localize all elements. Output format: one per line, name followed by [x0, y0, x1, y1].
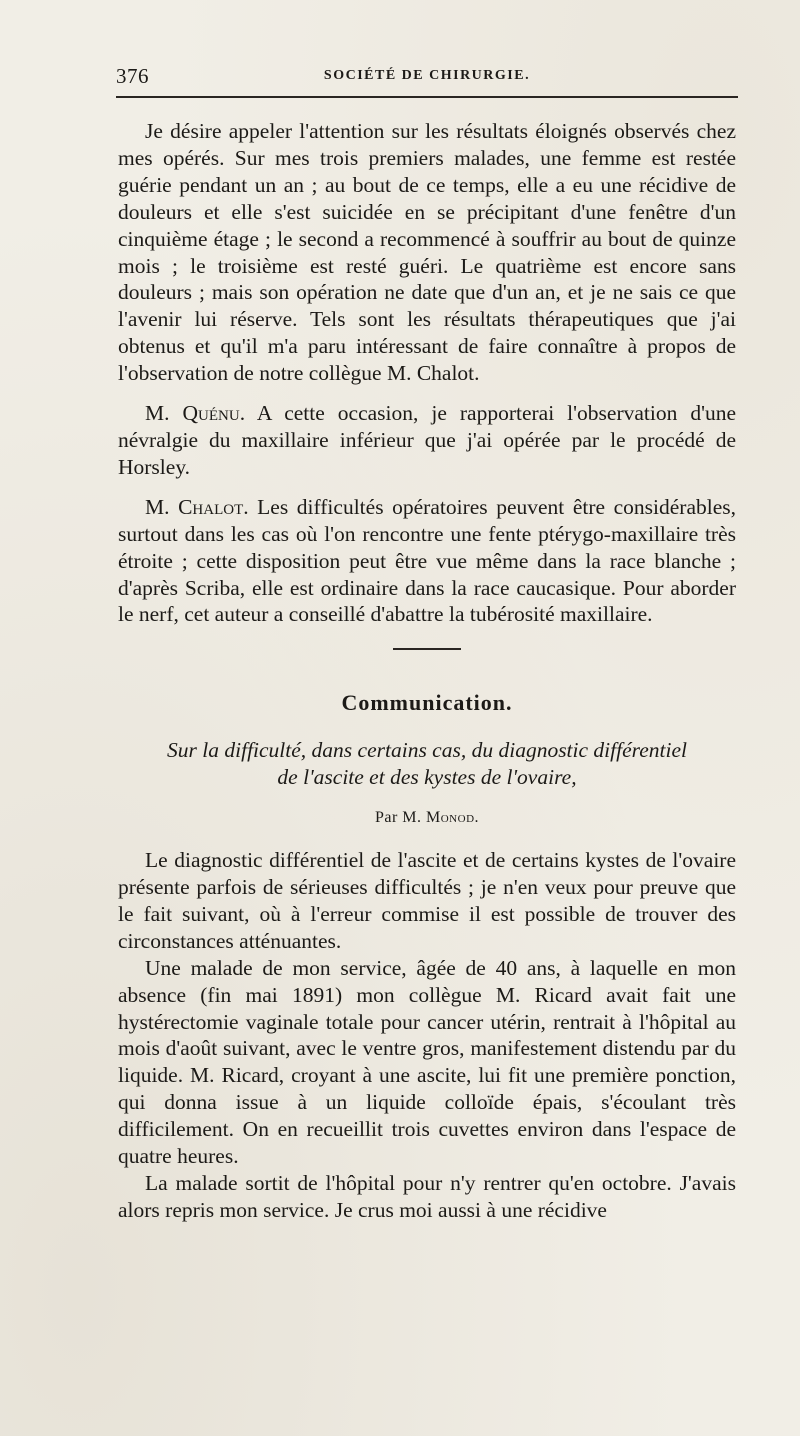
author-name: Monod. — [426, 809, 480, 827]
page-header — [116, 64, 738, 98]
paragraph-case: Une malade de mon service, âgée de 40 ans, à laquelle en mon absence (fin mai 1891) mon collègue M. Ricard avait fait une hystérectomie vaginale totale pour cancer utérin, rentrait à l'hôpital au mois d'août suivant, avec le ventre gros, manifestement distendu par du liquide. M. Ricard, croyant à une ascite, lui fit une première ponction, qui donna issue à un liquide colloïde épais, s'écoulant très difficilement. On en recueillit trois cuvettes environ dans l'espace de quatre heures. — [118, 955, 736, 1169]
running-head: SOCIÉTÉ DE CHIRURGIE. — [323, 68, 531, 83]
paragraph-return: La malade sortit de l'hôpital pour n'y rentrer qu'en octobre. J'avais alors repris mon service. Je crus moi aussi à une récidive — [118, 1171, 736, 1222]
speaker-text: . A cette occasion, je rapporterai l'observation d'une névralgie du maxillaire inférieur que j'ai opérée par le procédé de Horsley. — [118, 401, 737, 479]
paragraph-chalot — [118, 494, 736, 629]
speaker-text: . Les difficultés opératoires peuvent être considérables, surtout dans les cas où l'on rencontre une fente ptérygo-maxillaire très étroite ; cette disposition peut être vue même dans la race blanche ; d'après Scriba, elle est ordinaire dans la race caucasique. Pour aborder le nerf, cet auteur a conseillé d'abattre la tubérosité maxillaire. — [118, 494, 736, 627]
paragraph-results: Je désire appeler l'attention sur les résultats éloignés observés chez mes opérés. Sur mes trois premiers malades, une femme est restée guérie pendant un an ; au bout de ce temps, elle a eu une récidive de douleurs et elle s'est suicidée en se précipitant d'une fenêtre d'un cinquième étage ; le second a recommencé à souffrir au bout de quinze mois ; le troisième est resté guéri. Le quatrième est encore sans douleurs ; mais son opération ne date que d'un an, et je ne sais ce que l'avenir lui réserve. Tels sont les résultats thérapeutiques que j'ai obtenus et qu'il m'a paru intéressant de faire connaître à propos de l'observation de notre collègue M. Chalot. — [118, 119, 736, 386]
article-title-line-1: Sur la difficulté, dans certains cas, du diagnostic différentiel — [167, 738, 687, 763]
article-author — [118, 805, 736, 832]
section-title: Communication. — [341, 690, 513, 716]
article-title — [118, 737, 736, 791]
page-number: 376 — [116, 64, 149, 88]
speaker-prefix: M. — [145, 401, 183, 426]
speaker-prefix: M. — [145, 494, 179, 519]
speaker-name-quenu: Quénu — [182, 401, 240, 426]
author-prefix: Par M. — [374, 809, 427, 827]
article-body — [118, 847, 736, 1224]
speaker-name-chalot: Chalot — [178, 494, 244, 519]
article-title-line-2: de l'ascite et des kystes de l'ovaire, — [277, 765, 577, 790]
paragraph-diagnostic: Le diagnostic différentiel de l'ascite et de certains kystes de l'ovaire présente parfois de sérieuses difficultés ; je n'en veux pour preuve que le fait suivant, où à l'erreur commise il est possible de trouver des circonstances atténuantes. — [118, 848, 736, 953]
page-body — [118, 118, 736, 1224]
section-divider — [393, 648, 461, 650]
paragraph-quenu — [118, 400, 736, 481]
